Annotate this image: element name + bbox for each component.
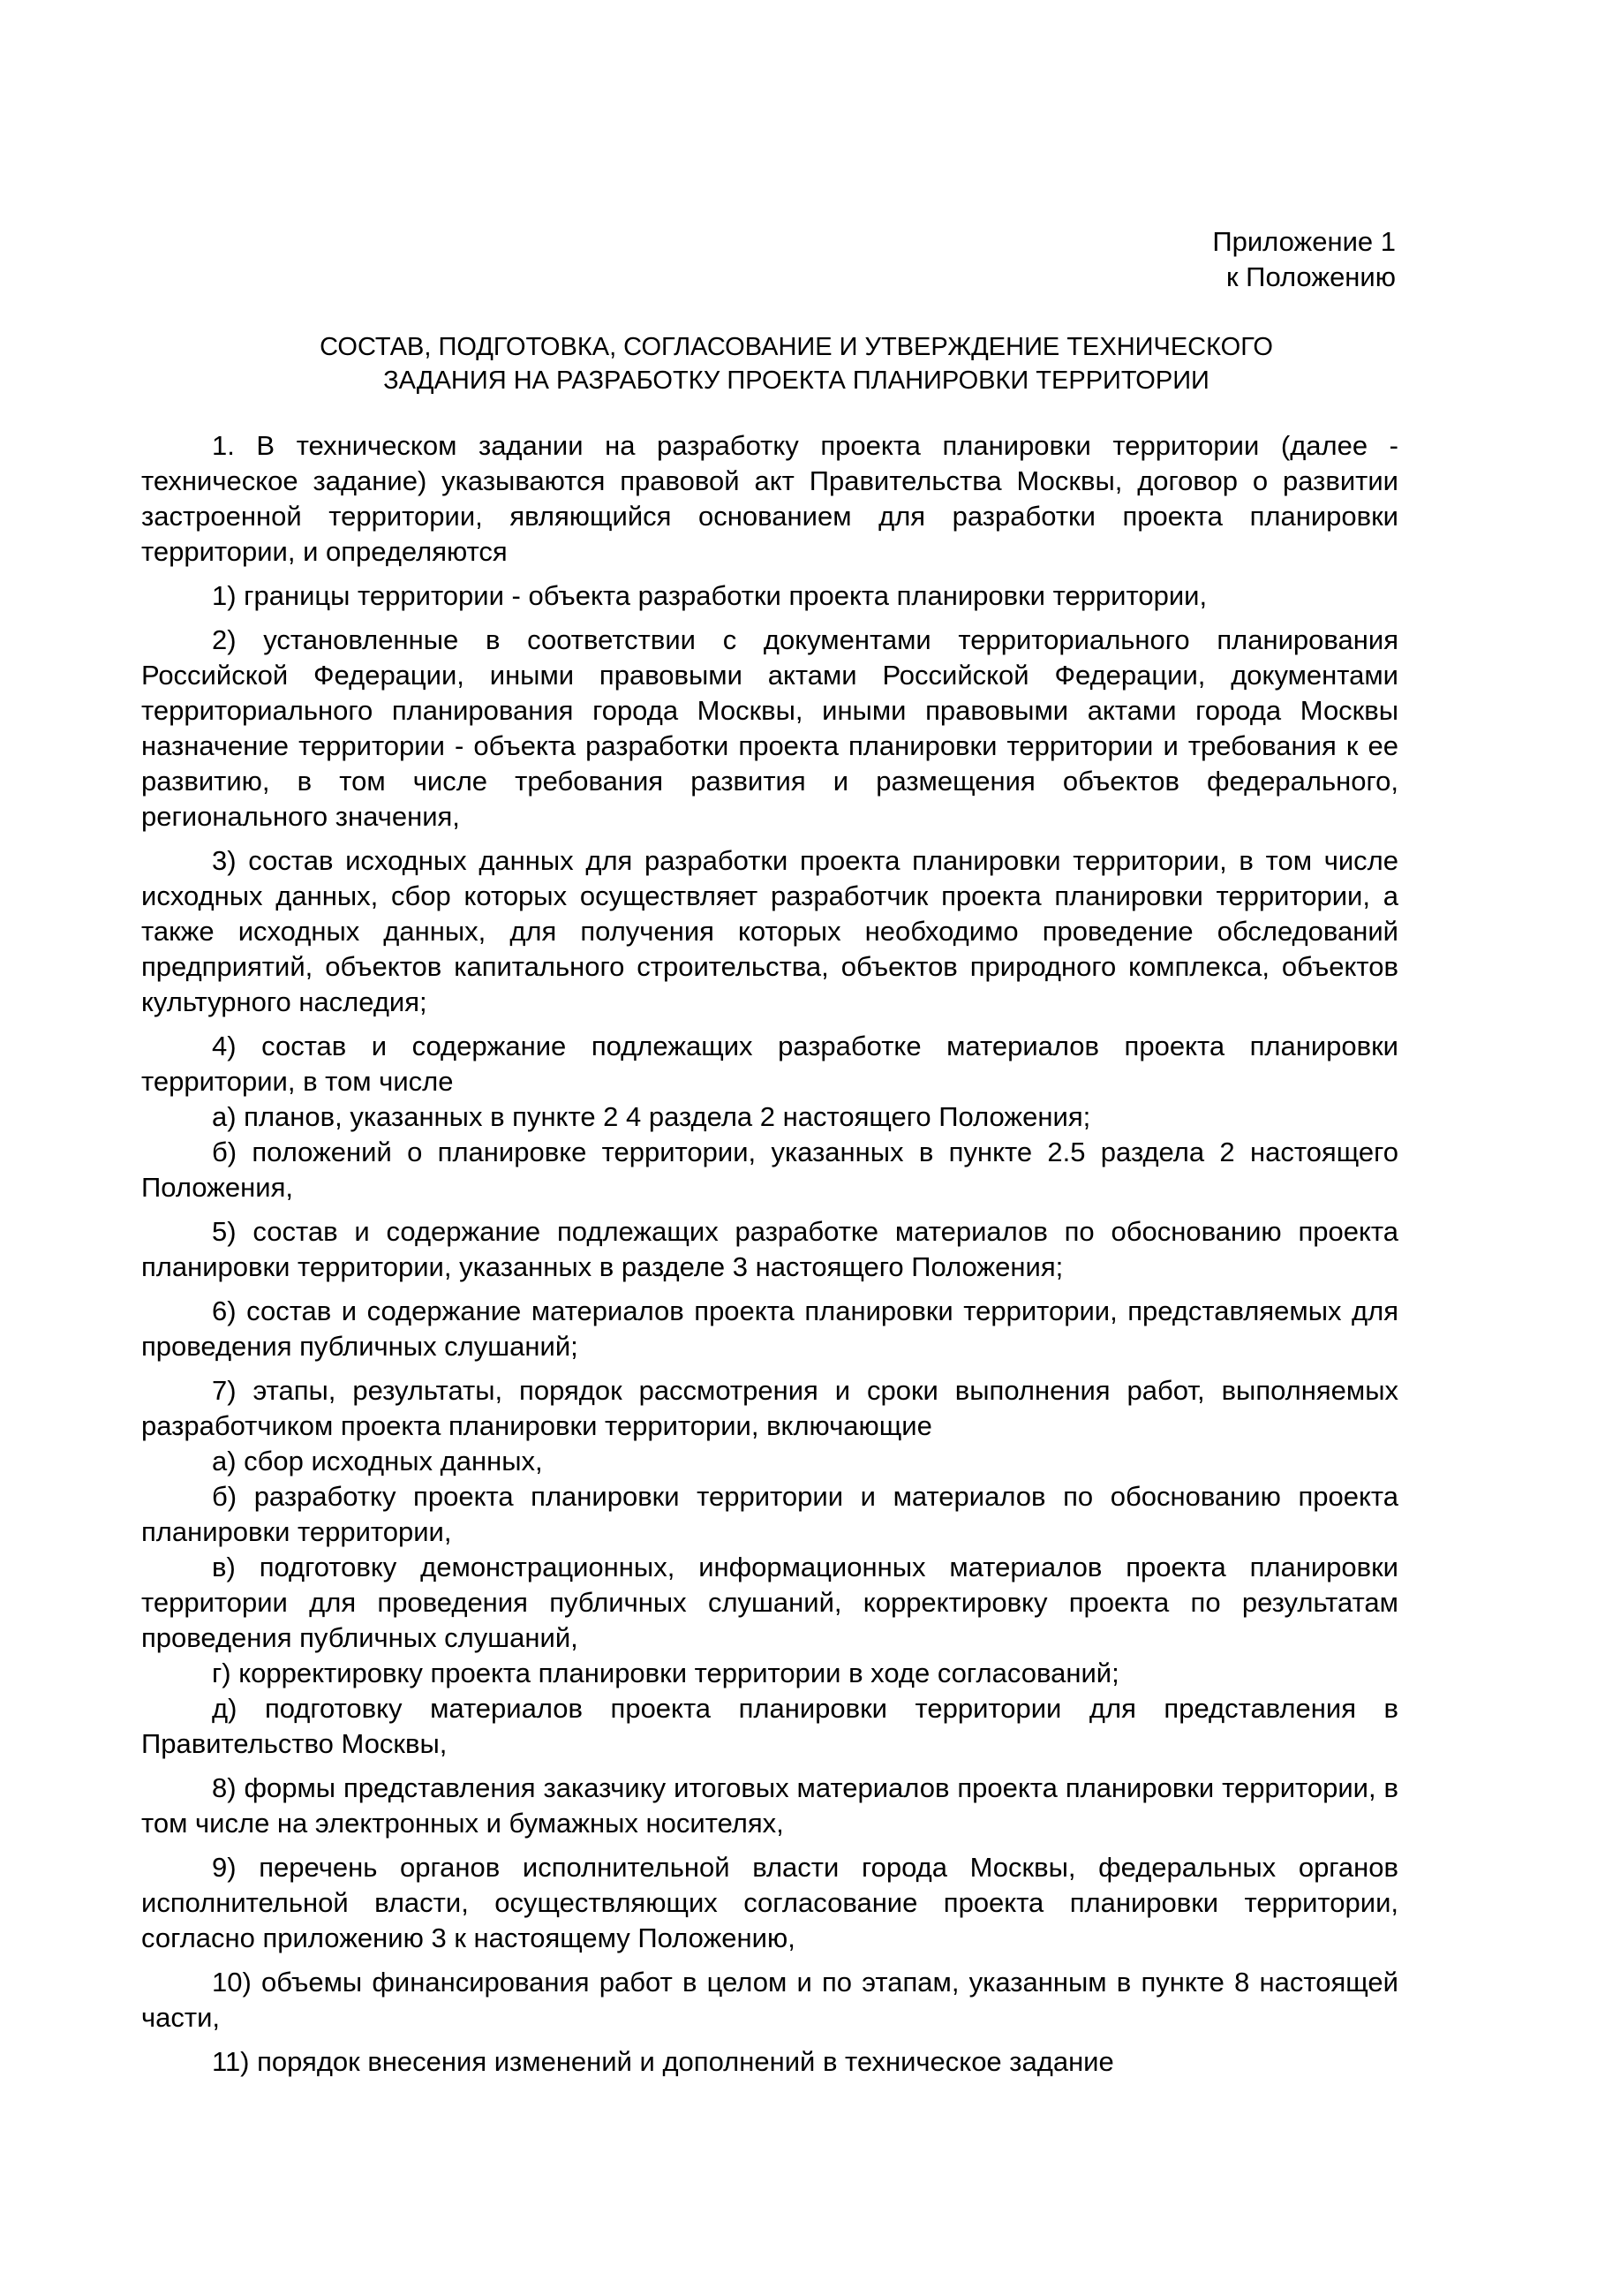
item-9: 9) перечень органов исполнительной власти города Москвы, федеральных органов исполнительной власти, осуществляющих согласование проекта планировки территории, согласно приложению 3 к настоящему Положению, (141, 1852, 1398, 1953)
item-4-a: а) планов, указанных в пункте 2 4 раздела 2 настоящего Положения; (212, 1101, 1091, 1132)
title-line-1: СОСТАВ, ПОДГОТОВКА, СОГЛАСОВАНИЕ И УТВЕРЖДЕНИЕ ТЕХНИЧЕСКОГО (320, 333, 1273, 361)
item-11: 11) порядок внесения изменений и дополнений в техническое задание (212, 2046, 1114, 2077)
item-6: 6) состав и содержание материалов проекта планировки территории, представляемых для проведения публичных слушаний; (141, 1295, 1398, 1362)
item-7-b: б) разработку проекта планировки территории и материалов по обоснованию проекта планировки территории, (141, 1481, 1398, 1547)
item-8: 8) формы представления заказчику итоговых материалов проекта планировки территории, в том числе на электронных и бумажных носителях, (141, 1772, 1398, 1839)
appendix-target: к Положению (1225, 261, 1396, 292)
item-7-e: д) подготовку материалов проекта планировки территории для представления в Правительство Москвы, (141, 1693, 1398, 1759)
title-line-2: ЗАДАНИЯ НА РАЗРАБОТКУ ПРОЕКТА ПЛАНИРОВКИ ТЕРРИТОРИИ (383, 366, 1209, 395)
item-7-a: а) сбор исходных данных, (212, 1446, 543, 1477)
appendix-number: Приложение 1 (1212, 226, 1396, 257)
item-5: 5) состав и содержание подлежащих разработке материалов по обоснованию проекта планировки территории, указанных в разделе 3 настоящего Положения; (141, 1216, 1398, 1282)
item-7-d: г) корректировку проекта планировки территории в ходе согласований; (212, 1658, 1119, 1688)
item-2: 2) установленные в соответствии с документами территориального планирования Российской Федерации, иными правовыми актами Российской Федерации, документами территориального планирования города Москвы, иными правовыми актами города Москвы назначение территории - объекта разработки проекта планировки территории и требования к ее развитию, в том числе требования развития и размещения объектов федерального, регионального значения, (141, 624, 1398, 832)
item-10: 10) объемы финансирования работ в целом и по этапам, указанным в пункте 8 настоящей части, (141, 1967, 1398, 2033)
item-3: 3) состав исходных данных для разработки проекта планировки территории, в том числе исходных данных, сбор которых осуществляет разработчик проекта планировки территории, а также исходных данных, для получения которых необходимо проведение обследований предприятий, объектов капитального строительства, объектов природного комплекса, объектов культурного наследия; (141, 845, 1398, 1017)
item-1: 1) границы территории - объекта разработки проекта планировки территории, (212, 580, 1208, 611)
item-7: 7) этапы, результаты, порядок рассмотрения и сроки выполнения работ, выполняемых разработчиком проекта планировки территории, включающие (141, 1375, 1398, 1441)
item-7-c: в) подготовку демонстрационных, информационных материалов проекта планировки территории для проведения публичных слушаний, корректировку проекта по результатам проведения публичных слушаний, (141, 1552, 1398, 1653)
item-4: 4) состав и содержание подлежащих разработке материалов проекта планировки территории, в том числе (141, 1031, 1398, 1097)
item-4-b: б) положений о планировке территории, указанных в пункте 2.5 раздела 2 настоящего Положения, (141, 1137, 1398, 1203)
paragraph-1: 1. В техническом задании на разработку проекта планировки территории (далее - техническое задание) указываются правовой акт Правительства Москвы, договор о развитии застроенной территории, являющийся основанием для разработки проекта планировки территории, и определяются (141, 430, 1398, 567)
appendix-reference (1212, 224, 1396, 295)
document-body (141, 428, 1398, 2080)
document-title (141, 330, 1451, 397)
